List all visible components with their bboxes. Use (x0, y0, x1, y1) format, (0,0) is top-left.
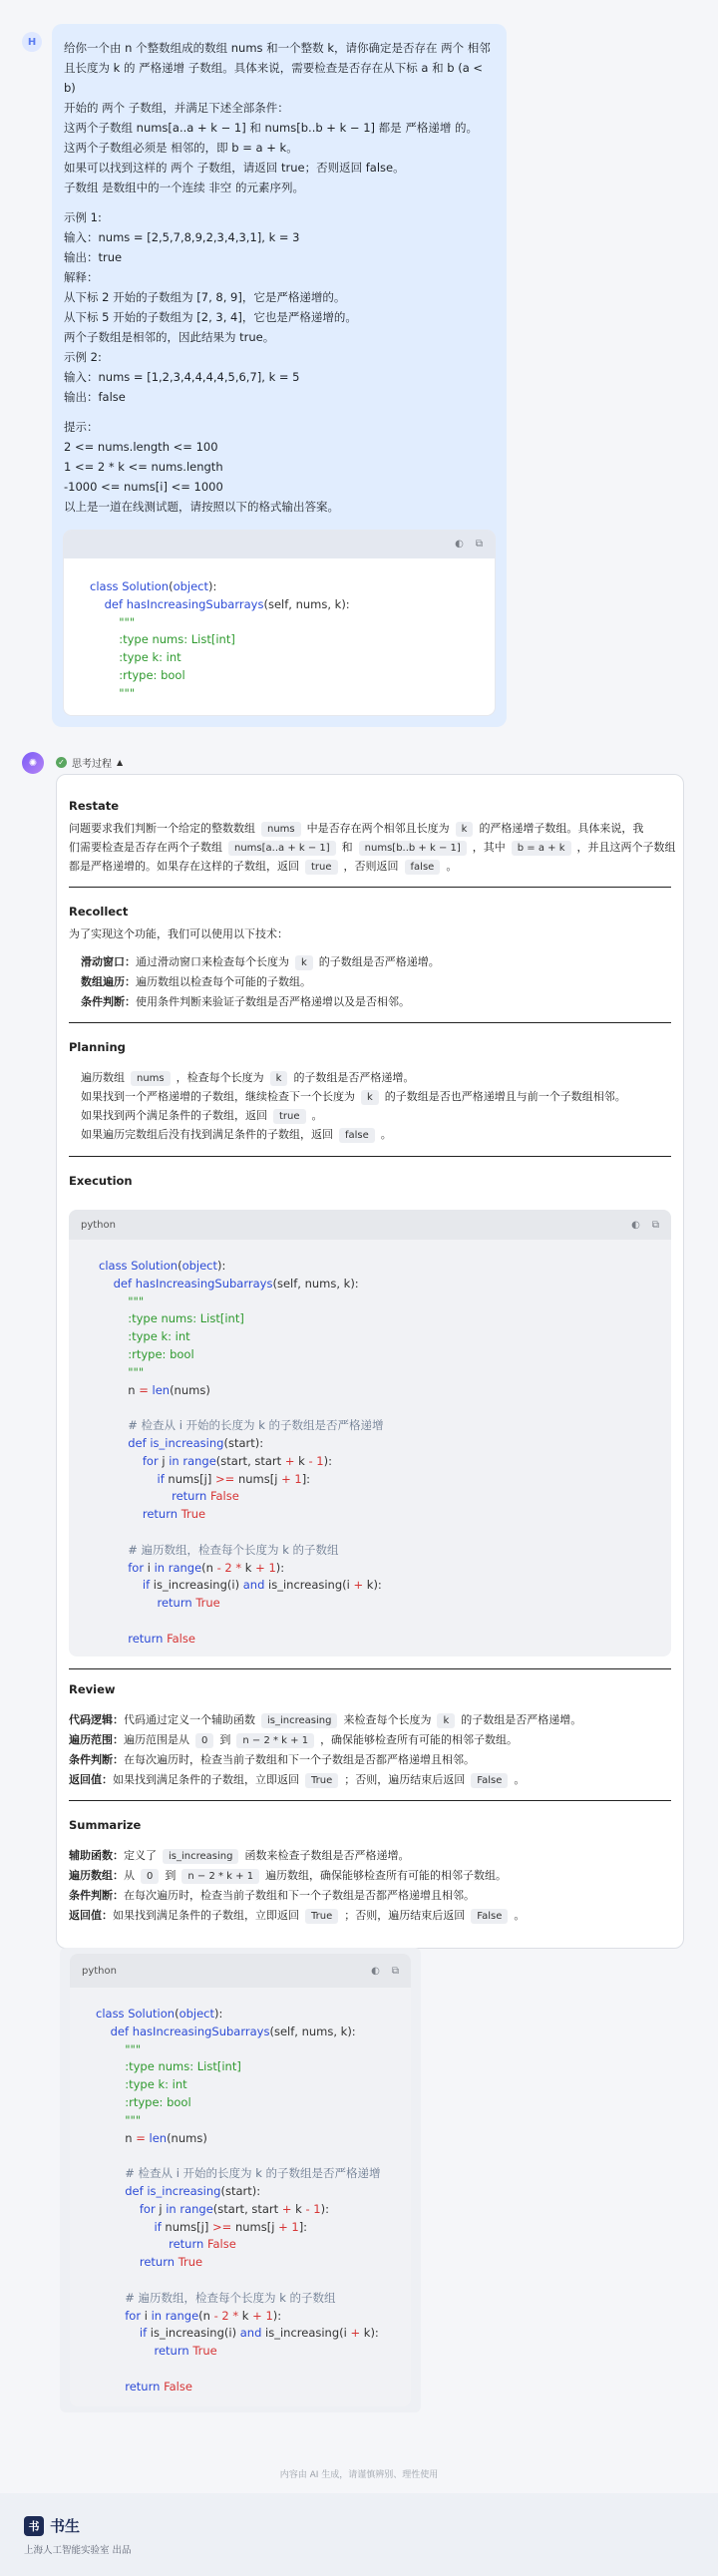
user-line: 从下标 5 开始的子数组为 [2, 3, 4]，它也是严格递增的。 (64, 310, 357, 324)
section-title-recollect: Recollect (69, 905, 129, 919)
restate-line-1: 问题要求我们判断一个给定的整数数组 nums 中是否存在两个相邻且长度为 k 的严格递增子数组。具体来说，我 (69, 822, 644, 835)
execution-code-block (69, 1210, 671, 1656)
copy-icon[interactable]: ⧉ (391, 1965, 399, 1977)
section-title-summarize: Summarize (69, 1818, 142, 1832)
answer-container (60, 1948, 421, 2412)
brand-subtitle: 上海人工智能实验室 出品 (24, 2545, 132, 2556)
code-header (69, 1210, 671, 1240)
user-line: 提示： (64, 420, 99, 434)
user-line: 这两个子数组必须是 相邻的，即 b = a + k。 (64, 141, 298, 155)
user-line: 输出：false (64, 390, 126, 404)
user-line: 输出：true (64, 250, 123, 264)
review-item: 返回值：如果找到满足条件的子数组，立即返回 True ；否则，遍历结束后返回 False 。 (69, 1773, 526, 1786)
user-avatar: H (22, 32, 42, 52)
user-line: 且长度为 k 的 严格递增 子数组。具体来说，需要检查是否存在从下标 a 和 b (a < b) (64, 61, 484, 95)
recollect-item: 条件判断：使用条件判断来验证子数组是否严格递增以及是否相邻。 (81, 995, 410, 1008)
user-line: 如果可以找到这样的 两个 子数组，请返回 true；否则返回 false。 (64, 161, 405, 175)
user-line: 示例 1: (64, 210, 102, 224)
code-body: class Solution(object): def hasIncreasingSubarrays(self, nums, k): """ :type nums: List[int] :type k: int :rtype: bool """ n = len(nums) # 检查从 i 开始的长度为 k 的子数组是否严格递增 def is_increasing(start): for j in range(start, start + k - 1): if nums[j] >= nums[j + 1]: return False return True # 遍历数组，检查每个长度为 k 的子数组 for i in range(n - 2 * k + 1): if is_increasing(i) and is_increasing(i + k): return True return False (96, 2007, 381, 2393)
brand-mark-icon: 书 (24, 2516, 44, 2536)
planning-step: 遍历数组 nums ，检查每个长度为 k 的子数组是否严格递增。 (81, 1071, 415, 1084)
user-code-block (64, 531, 495, 715)
summary-item: 返回值：如果找到满足条件的子数组，立即返回 True ；否则，遍历结束后返回 False 。 (69, 1909, 526, 1922)
user-line: 以上是一道在线测试题，请按照以下的格式输出答案。 (64, 500, 339, 514)
user-line: 2 <= nums.length <= 100 (64, 440, 218, 454)
user-line: 给你一个由 n 个整数组成的数组 nums 和一个整数 k，请你确定是否存在 两个 相邻 (64, 41, 491, 55)
ai-disclaimer: 内容由 AI 生成，请谨慎辨别、理性使用 (279, 2470, 439, 2480)
summary-item: 遍历数组：从 0 到 n − 2 * k + 1 遍历数组，确保能够检查所有可能的相邻子数组。 (69, 1869, 508, 1882)
code-header (70, 1954, 411, 1988)
review-item: 条件判断：在每次遍历时，检查当前子数组和下一个子数组是否都严格递增且相邻。 (69, 1753, 475, 1766)
code-language: python (82, 1965, 117, 1977)
section-title-review: Review (69, 1682, 116, 1696)
divider (69, 1800, 671, 1801)
summary-item: 条件判断：在每次遍历时，检查当前子数组和下一个子数组是否都严格递增且相邻。 (69, 1889, 475, 1902)
code-language: python (81, 1219, 116, 1231)
review-item: 遍历范围：遍历范围是从 0 到 n − 2 * k + 1 ，确保能够检查所有可能的相邻子数组。 (69, 1733, 519, 1746)
code-body: class Solution(object): def hasIncreasingSubarrays(self, nums, k): """ :type nums: List[int] :type k: int :rtype: bool """ n = len(nums) # 检查从 i 开始的长度为 k 的子数组是否严格递增 def is_increasing(start): for j in range(start, start + k - 1): if nums[j] >= nums[j + 1]: return False return True # 遍历数组，检查每个长度为 k 的子数组 for i in range(n - 2 * k + 1): if is_increasing(i) and is_increasing(i + k): return True return False (99, 1259, 384, 1646)
user-line: 开始的 两个 子数组，并满足下述全部条件： (64, 101, 289, 115)
code-body: class Solution(object): def hasIncreasingSubarrays(self, nums, k): """ :type nums: List[int] :type k: int :rtype: bool """ (64, 558, 495, 715)
user-line: 解释： (64, 270, 99, 284)
restate-line-3: 都是严格递增的。如果存在这样的子数组，返回 true ，否则返回 false 。 (69, 860, 458, 873)
section-title-restate: Restate (69, 799, 120, 813)
brand-logo (24, 2515, 80, 2536)
section-title-planning: Planning (69, 1040, 126, 1054)
user-line: 示例 2: (64, 350, 102, 364)
footer (0, 2493, 718, 2576)
divider (69, 887, 671, 888)
divider (69, 1156, 671, 1157)
brand-name: 书生 (50, 2517, 81, 2535)
recollect-intro: 为了实现这个功能，我们可以使用以下技术： (69, 927, 288, 940)
user-line: 1 <= 2 * k <= nums.length (64, 460, 223, 474)
planning-step: 如果遍历完数组后没有找到满足条件的子数组，返回 false 。 (81, 1128, 392, 1141)
user-line: -1000 <= nums[i] <= 1000 (64, 480, 223, 494)
assistant-avatar: ✺ (22, 752, 44, 774)
divider (69, 1022, 671, 1023)
user-line: 这两个子数组 nums[a..a + k − 1] 和 nums[b..b + k − 1] 都是 严格递增 的。 (64, 121, 478, 135)
code-header (64, 531, 495, 558)
divider (69, 1668, 671, 1669)
thinking-panel (56, 774, 684, 1949)
copy-icon[interactable]: ⧉ (651, 1219, 659, 1231)
copy-icon[interactable]: ⧉ (475, 539, 483, 550)
chevron-up-icon: ▲ (117, 757, 124, 767)
check-icon: ✓ (56, 757, 67, 768)
user-message (52, 24, 507, 727)
thinking-toggle[interactable] (56, 754, 123, 770)
recollect-item: 数组遍历：遍历数组以检查每个可能的子数组。 (81, 975, 311, 988)
theme-toggle-icon[interactable]: ◐ (371, 1965, 380, 1977)
summary-item: 辅助函数：定义了 is_increasing 函数来检查子数组是否严格递增。 (69, 1849, 410, 1862)
theme-toggle-icon[interactable]: ◐ (455, 539, 464, 550)
user-line: 从下标 2 开始的子数组为 [7, 8, 9]，它是严格递增的。 (64, 290, 346, 304)
user-line: 输入：nums = [2,5,7,8,9,2,3,4,3,1], k = 3 (64, 230, 300, 244)
restate-line-2: 们需要检查是否存在两个子数组 nums[a..a + k − 1] 和 nums[b..b + k − 1] ，其中 b = a + k ，并且这两个子数组 (69, 841, 676, 854)
section-title-execution: Execution (69, 1174, 133, 1188)
answer-code-block (70, 1954, 411, 2406)
planning-step: 如果找到两个满足条件的子数组，返回 true 。 (81, 1109, 323, 1122)
theme-toggle-icon[interactable]: ◐ (631, 1219, 640, 1231)
thinking-label: 思考过程 (72, 758, 112, 770)
recollect-item: 滑动窗口：通过滑动窗口来检查每个长度为 k 的子数组是否严格递增。 (81, 955, 440, 968)
user-line: 两个子数组是相邻的，因此结果为 true。 (64, 330, 275, 344)
review-item: 代码逻辑：代码通过定义一个辅助函数 is_increasing 来检查每个长度为 k 的子数组是否严格递增。 (69, 1713, 582, 1726)
user-line: 输入：nums = [1,2,3,4,4,4,4,5,6,7], k = 5 (64, 370, 300, 384)
planning-step: 如果找到一个严格递增的子数组，继续检查下一个长度为 k 的子数组是否也严格递增且与前一个子数组相邻。 (81, 1090, 626, 1103)
user-line: 子数组 是数组中的一个连续 非空 的元素序列。 (64, 181, 304, 194)
